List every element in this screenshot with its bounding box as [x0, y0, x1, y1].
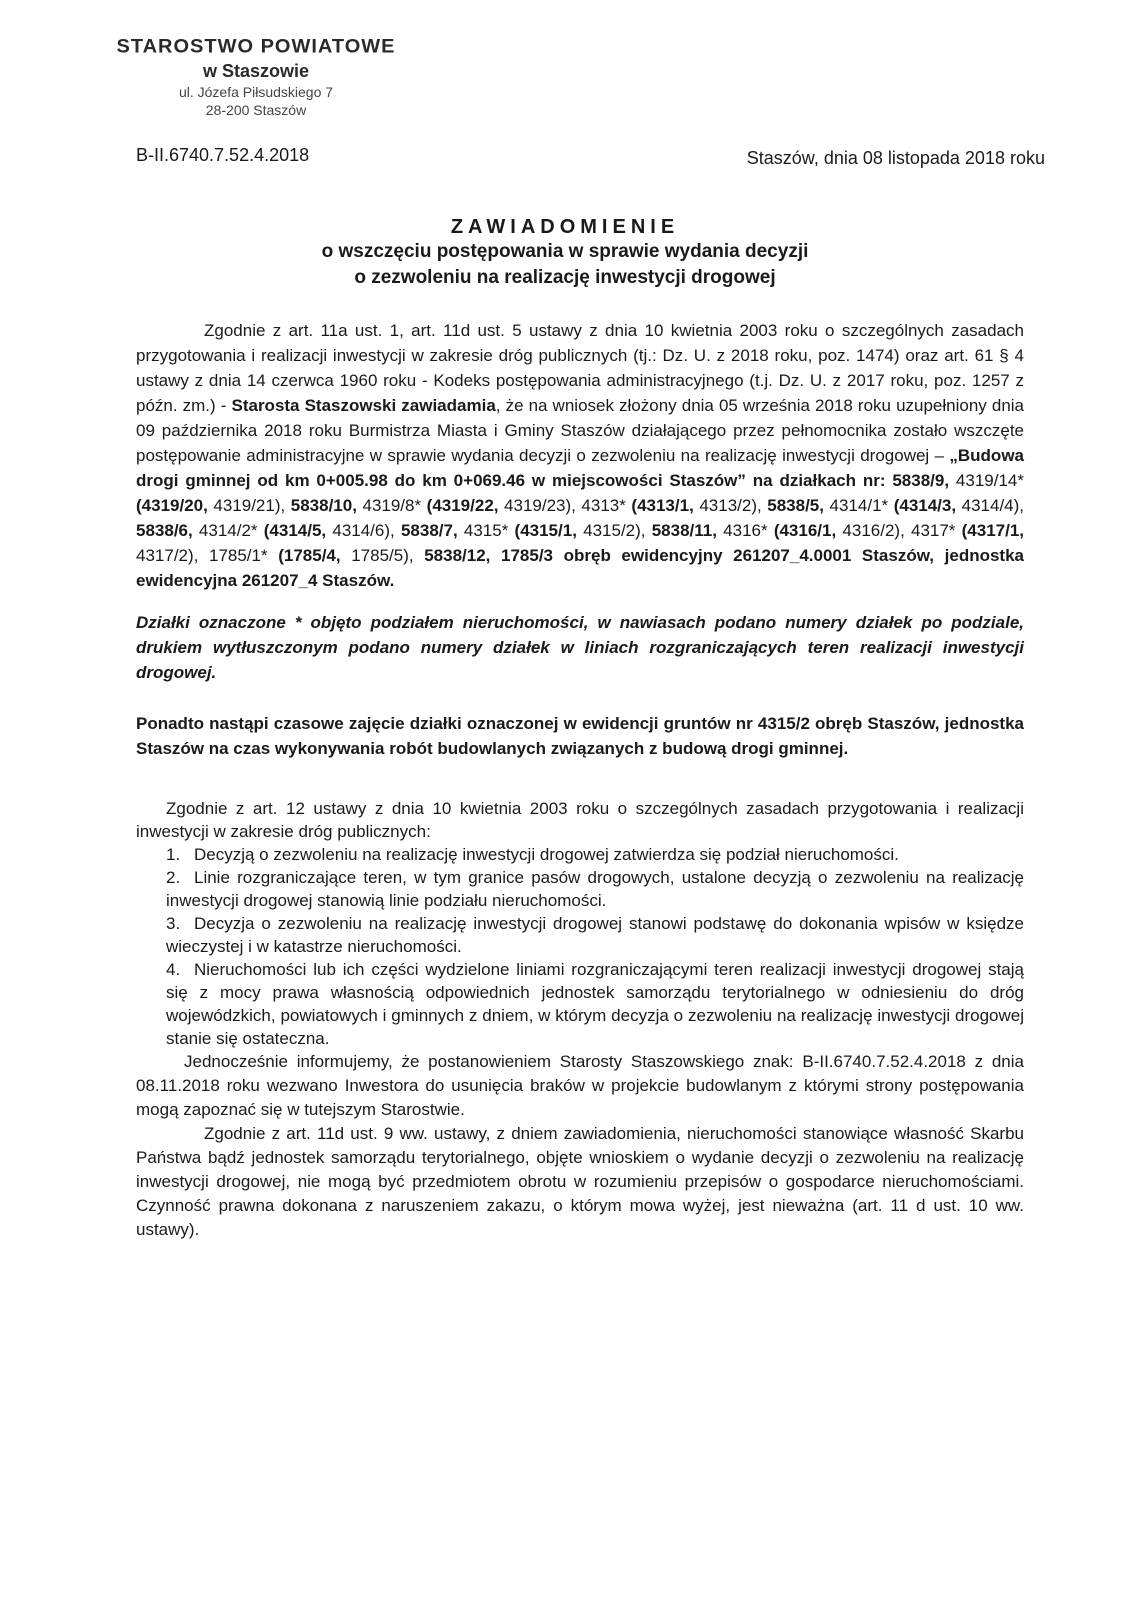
intro-text: 4314/2* [192, 521, 264, 540]
intro-bold: (4319/20, [136, 496, 208, 515]
list-item-number: 3. [166, 914, 181, 933]
list-item [166, 843, 1024, 866]
intro-text: 4313/2), [693, 496, 768, 515]
information-paragraph: Jednocześnie informujemy, że postanowieniem Starosty Staszowskiego znak: B-II.6740.7.52.4.2018 z dnia 08.11.2018 roku wezwano Inwestora do usunięcia braków w projekcie budowlanym z którymi strony postępowania mogą zapoznać się w tutejszym Starostwie. [136, 1052, 1024, 1119]
list-item-text: Nieruchomości lub ich części wydzielone liniami rozgraniczającymi teren realizacji inwestycji drogowej stają się z mocy prawa własnością odpowiednich jednostek samorządu terytorialnego w odniesieniu do dróg wojewódzkich, powiatowych i gminnych z dniem, w którym decyzja o zezwoleniu na realizację inwestycji drogowej stanie się ostateczna. [166, 960, 1024, 1048]
document-body [136, 318, 1024, 1242]
intro-bold: (1785/4, [278, 546, 341, 565]
intro-text: 4317/2), 1785/1* [136, 546, 279, 565]
intro-text: 4319/21), [207, 496, 291, 515]
intro-bold: (4314/5, [263, 521, 327, 540]
intro-text: 4319/23), 4313* [498, 496, 632, 515]
intro-text: 4316* [716, 521, 774, 540]
subtitle-line-2: o zezwoleniu na realizację inwestycji drogowej [354, 267, 776, 288]
intro-bold: (4317/1, [961, 521, 1025, 540]
intro-text: 4315* [457, 521, 515, 540]
intro-text: 4315/2), [576, 521, 652, 540]
intro-bold: 5838/5, [767, 496, 824, 515]
stamp-line-2: w Staszowie [202, 61, 310, 81]
intro-text: 1785/5), [340, 546, 425, 565]
case-reference: B-II.6740.7.52.4.2018 [136, 145, 310, 165]
final-paragraph: Zgodnie z art. 11d ust. 9 ww. ustawy, z dniem zawiadomienia, nieruchomości stanowiące własność Skarbu Państwa bądź jednostek samorządu terytorialnego, objęte wnioskiem o wydanie decyzji o zezwoleniu na realizację inwestycji drogowej, nie mogą być przedmiotem obrotu w rozumieniu przepisów o gospodarce nieruchomościami. Czynność prawna dokonana z naruszeniem zakazu, o którym mowa wyżej, jest nieważna (art. 11 d ust. 10 ww. ustawy). [136, 1124, 1024, 1239]
list-item-number: 2. [166, 868, 181, 887]
list-item-text: Decyzją o zezwoleniu na realizację inwestycji drogowej zatwierdza się podział nieruchomości. [194, 845, 899, 864]
intro-text: Zgodnie z art. 11a ust. 1, art. 11d ust. 5 ustawy z dnia 10 kwietnia 2003 roku o szczególnych zasadach przygotowania i realizacji inwestycji w zakresie dróg publicznych (tj.: Dz. U. z 2018 roku, poz. 1474) oraz art. 61 § 4 ustawy z dnia 14 czerwca 1960 roku - Kodeks postępowania administracyjnego (t.j. Dz. U. z 2017 roku, poz. 1257 z późn. zm.) - [136, 321, 1024, 415]
intro-bold: (4313/1, [631, 496, 694, 515]
list-item-text: Decyzja o zezwoleniu na realizację inwestycji drogowej stanowi podstawę do dokonania wpisów w księdze wieczystej i w katastrze nieruchomości. [166, 914, 1024, 956]
list-item [166, 866, 1024, 912]
stamp-line-4: 28-200 Staszów [205, 102, 307, 118]
list-item-number: 4. [166, 960, 181, 979]
intro-text: , że na wniosek złożony dnia 05 września 2018 roku uzupełniony dnia 09 października 2018 roku Burmistrza Miasta i Gminy Staszów działającego przez pełnomocnika zostało wszczęte postępowanie administracyjne w sprawie wydania decyzji o zezwoleniu na realizację inwestycji drogowej – [136, 396, 1025, 465]
intro-text: 4314/1* [824, 496, 894, 515]
document-title: ZAWIADOMIENIE [450, 216, 680, 238]
intro-bold: 5838/6, [136, 521, 193, 540]
intro-bold: (4315/1, [514, 521, 577, 540]
office-stamp [96, 36, 416, 118]
article-12-list [136, 843, 1024, 1050]
intro-bold: 5838/10, [290, 496, 357, 515]
article-12-intro: Zgodnie z art. 12 ustawy z dnia 10 kwietnia 2003 roku o szczególnych zasadach przygotowania i realizacji inwestycji w zakresie dróg publicznych: [136, 799, 1024, 841]
intro-text: 4314/6), [326, 521, 401, 540]
intro-text: 4314/4), [956, 496, 1025, 515]
intro-bold: (4314/3, [893, 496, 957, 515]
intro-bold: „Budowa drogi gminnej od km 0+005.98 do km 0+069.46 w miejscowości Staszów” na działkach nr: 5838/9, [136, 446, 1024, 490]
list-item-number: 1. [166, 845, 181, 864]
parcel-division-note: Działki oznaczone * objęto podziałem nieruchomości, w nawiasach podano numery działek po podziale, drukiem wytłuszczonym podano numery działek w liniach rozgraniczających teren realizacji inwestycji drogowej. [136, 613, 1024, 682]
temporary-occupation-paragraph: Ponadto nastąpi czasowe zajęcie działki oznaczonej w ewidencji gruntów nr 4315/2 obręb Staszów, jednostka Staszów na czas wykonywania robót budowlanych związanych z budową drogi gminnej. [136, 714, 1024, 758]
document-date: Staszów, dnia 08 listopada 2018 roku [746, 148, 1045, 168]
stamp-line-3: ul. Józefa Piłsudskiego 7 [178, 84, 334, 100]
stamp-line-1: STAROSTWO POWIATOWE [116, 36, 396, 58]
list-item-text: Linie rozgraniczające teren, w tym granice pasów drogowych, ustalone decyzją o zezwoleniu na realizację inwestycji drogowej stanowią linie podziału nieruchomości. [166, 868, 1024, 910]
intro-text: 4316/2), 4317* [836, 521, 962, 540]
intro-paragraph [136, 318, 1024, 593]
intro-bold: 5838/12, 1785/3 obręb ewidencyjny 261207_4.0001 Staszów, jednostka ewidencyjna 261207_4 Staszów. [136, 546, 1024, 590]
intro-bold: 5838/11, [651, 521, 717, 540]
list-item [166, 958, 1024, 1050]
intro-bold: (4319/22, [426, 496, 499, 515]
intro-text: 4319/8* [356, 496, 427, 515]
title-block [130, 216, 1000, 291]
list-item [166, 912, 1024, 958]
subtitle-line-1: o wszczęciu postępowania w sprawie wydania decyzji [321, 241, 809, 262]
intro-bold: 5838/7, [400, 521, 458, 540]
intro-bold: Starosta Staszowski zawiadamia [231, 396, 496, 415]
intro-bold: (4316/1, [773, 521, 837, 540]
intro-text: 4319/14* [949, 471, 1024, 490]
